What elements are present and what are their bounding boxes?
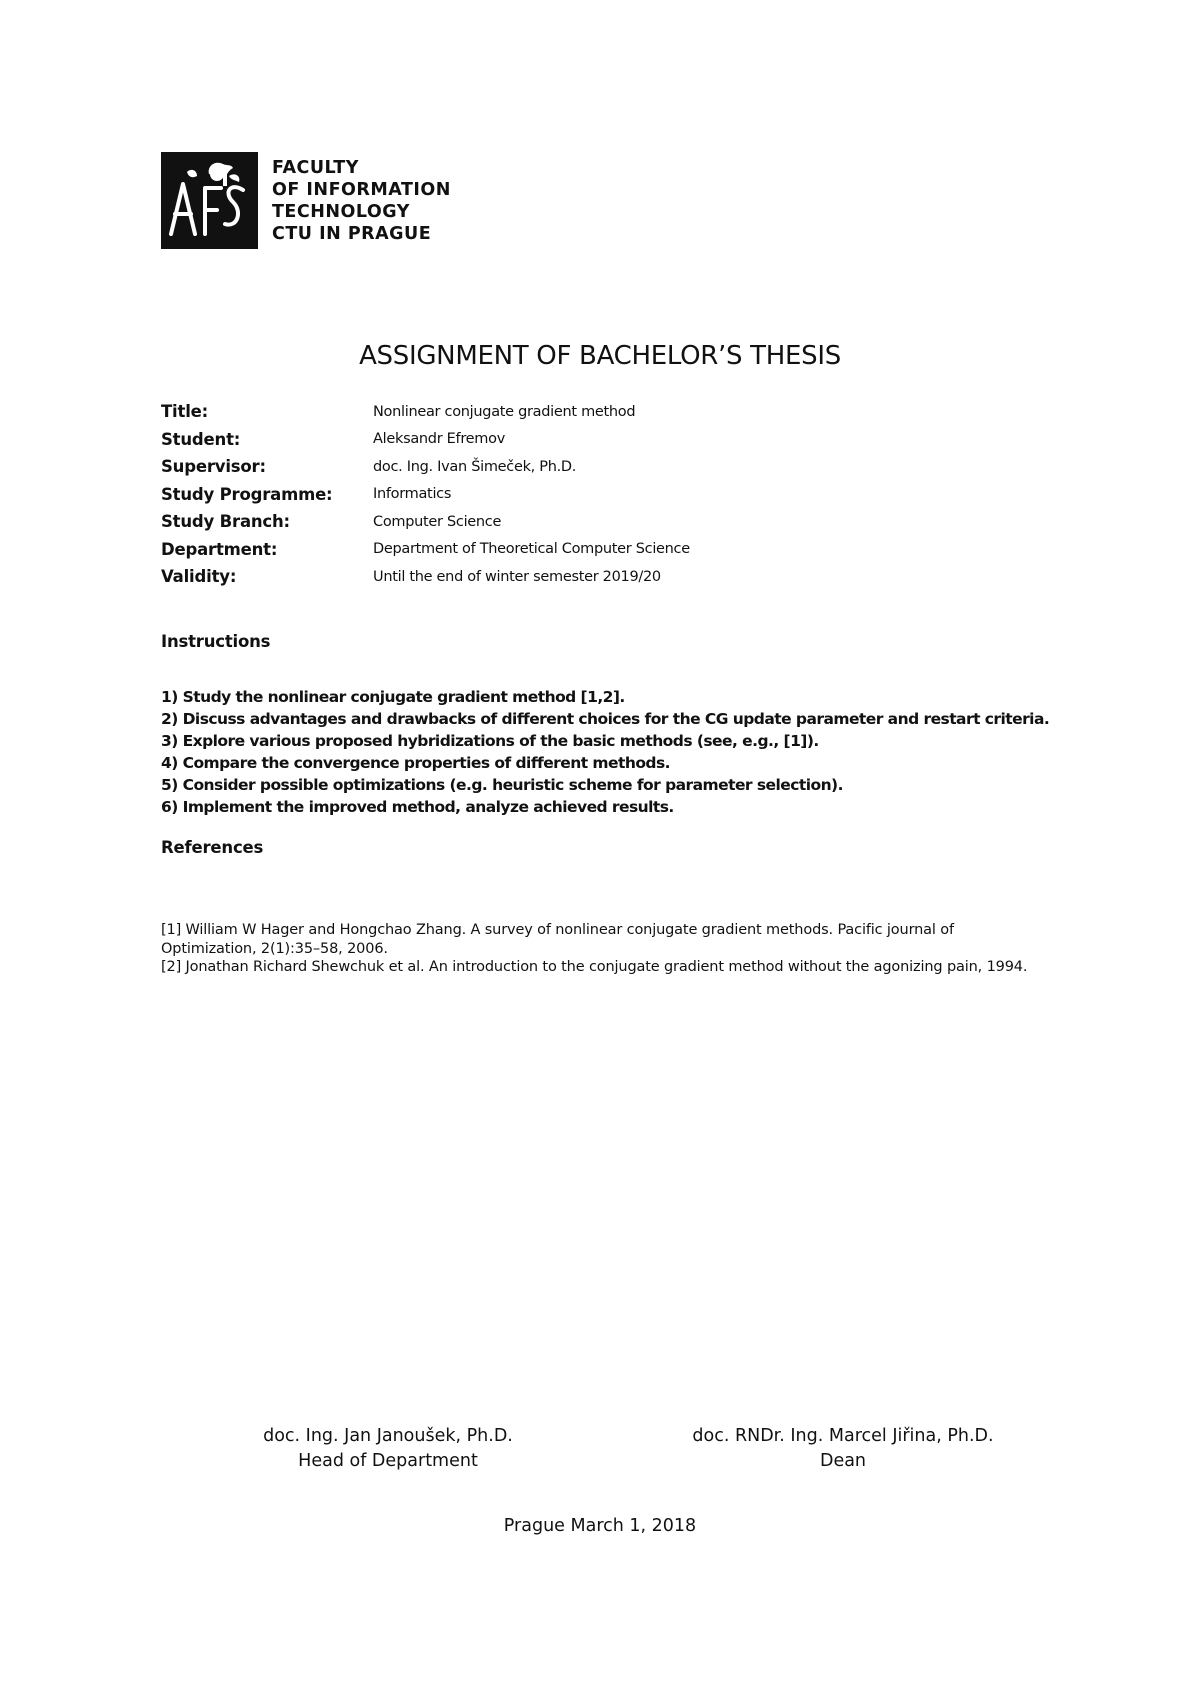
list-item: 3) Explore various proposed hybridizations of the basic methods (see, e.g., [1]). (161, 732, 819, 750)
faculty-logo (161, 152, 451, 249)
meta-label: Department: (161, 539, 278, 559)
meta-value: Aleksandr Efremov (373, 431, 505, 448)
signatory-role: Head of Department (298, 1451, 478, 1471)
list-item: 4) Compare the convergence properties of different methods. (161, 754, 670, 772)
faculty-name (272, 157, 451, 245)
instructions-list (161, 686, 1049, 818)
list-item: 6) Implement the improved method, analyze achieved results. (161, 798, 674, 816)
meta-label: Validity: (161, 567, 237, 587)
ctu-lion-emblem-icon (161, 152, 258, 249)
list-item: 1) Study the nonlinear conjugate gradient method [1,2]. (161, 688, 625, 706)
meta-label: Title: (161, 402, 209, 422)
meta-value: doc. Ing. Ivan Šimeček, Ph.D. (373, 458, 577, 475)
meta-value: Nonlinear conjugate gradient method (373, 403, 636, 420)
signature-dean (633, 1424, 1053, 1474)
meta-row-validity (161, 563, 1061, 591)
meta-label: Study Branch: (161, 512, 290, 532)
meta-row-study-branch (161, 508, 1061, 536)
reference-item: [1] William W Hager and Hongchao Zhang. A survey of nonlinear conjugate gradient methods. Pacific journal of Optimization, 2(1):35–58, 2006. (161, 922, 954, 957)
meta-value: Department of Theoretical Computer Science (373, 541, 690, 558)
references-list (161, 921, 1053, 977)
meta-row-study-programme (161, 481, 1061, 509)
meta-value: Computer Science (373, 513, 502, 530)
meta-label: Study Programme: (161, 484, 333, 504)
faculty-name-line: CTU IN PRAGUE (272, 223, 432, 244)
list-item: 2) Discuss advantages and drawbacks of different choices for the CG update parameter and restart criteria. (161, 710, 1050, 728)
document-title: ASSIGNMENT OF BACHELOR’S THESIS (359, 341, 841, 371)
faculty-name-line: FACULTY (272, 157, 359, 178)
meta-row-department (161, 536, 1061, 564)
meta-row-supervisor (161, 453, 1061, 481)
signatory-role: Dean (819, 1451, 867, 1471)
instructions-heading: Instructions (161, 632, 271, 651)
faculty-name-line: OF INFORMATION (272, 179, 451, 200)
faculty-name-line: TECHNOLOGY (272, 201, 410, 222)
references-heading: References (161, 838, 264, 857)
meta-value: Until the end of winter semester 2019/20 (373, 568, 661, 585)
list-item: 5) Consider possible optimizations (e.g. heuristic scheme for parameter selection). (161, 776, 843, 794)
meta-value: Informatics (373, 486, 452, 503)
thesis-metadata (161, 398, 1061, 591)
meta-label: Student: (161, 429, 241, 449)
meta-row-title (161, 398, 1061, 426)
place-and-date: Prague March 1, 2018 (503, 1516, 697, 1536)
meta-label: Supervisor: (161, 457, 266, 477)
signatory-name: doc. RNDr. Ing. Marcel Jiřina, Ph.D. (692, 1426, 994, 1446)
signatory-name: doc. Ing. Jan Janoušek, Ph.D. (263, 1426, 513, 1446)
meta-row-student (161, 426, 1061, 454)
signature-head-of-department (178, 1424, 598, 1474)
reference-item: [2] Jonathan Richard Shewchuk et al. An introduction to the conjugate gradient method without the agonizing pain, 1994. (161, 959, 1028, 975)
